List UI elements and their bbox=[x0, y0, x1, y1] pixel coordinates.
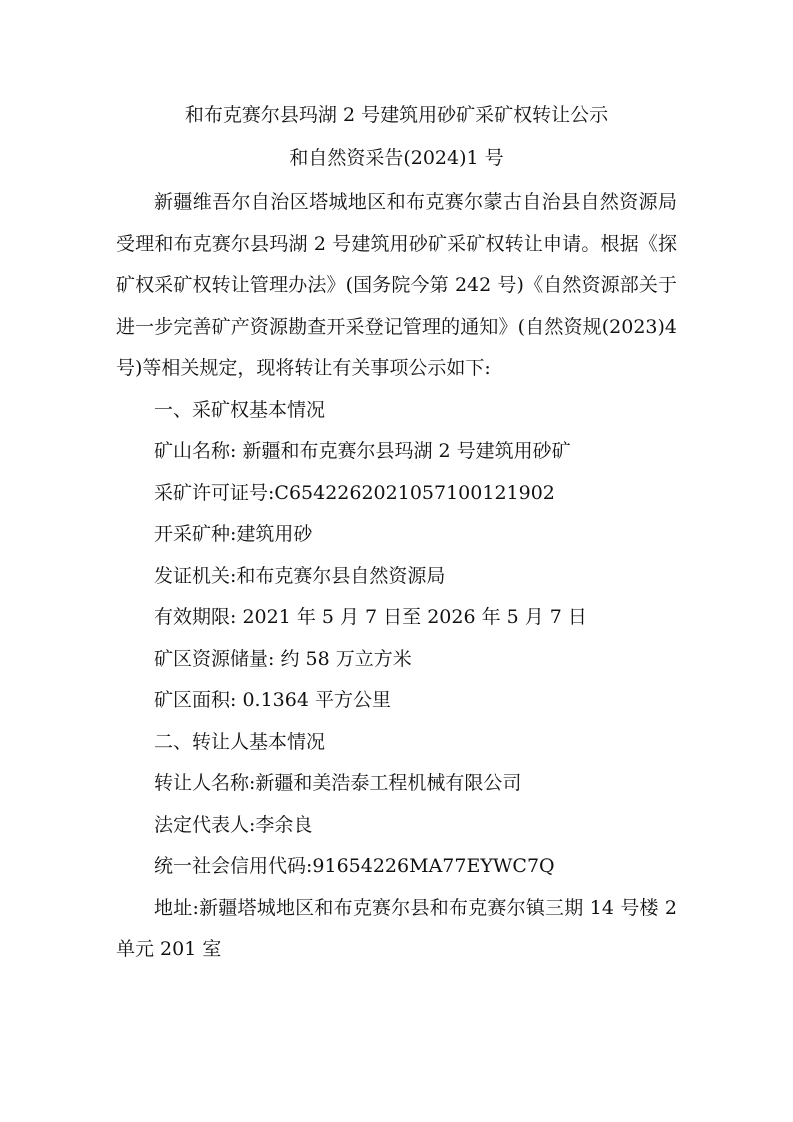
mine-area: 矿区面积: 0.1364 平方公里 bbox=[154, 689, 391, 711]
validity-period: 有效期限: 2021 年 5 月 7 日至 2026 年 5 月 7 日 bbox=[154, 606, 587, 628]
issuing-authority: 发证机关:和布克赛尔县自然资源局 bbox=[154, 564, 446, 587]
transferor-name: 转让人名称:新疆和美浩泰工程机械有限公司 bbox=[154, 772, 522, 794]
resource-reserves: 矿区资源储量: 约 58 万立方米 bbox=[154, 647, 412, 670]
mine-name: 矿山名称: 新疆和布克赛尔县玛湖 2 号建筑用砂矿 bbox=[154, 440, 571, 462]
mineral-type: 开采矿种:建筑用砂 bbox=[154, 523, 313, 545]
legal-representative: 法定代表人:李余良 bbox=[154, 813, 313, 836]
intro-paragraph: 新疆维吾尔自治区塔城地区和布克赛尔蒙古自治县自然资源局受理和布克赛尔县玛湖 2 号建筑用砂矿采矿权转让申请。根据《探矿权采矿权转让管理办法》(国务院今第 242 号)《自然资源部关于进一步完善矿产资源勘查开采登记管理的通知》(自然资规(2023)4 号)等相关规定，现将转让有关事项公示如下: bbox=[116, 191, 677, 379]
section2-heading: 二、转让人基本情况 bbox=[154, 730, 326, 753]
license-number: 采矿许可证号:C6542262021057100121902 bbox=[154, 481, 555, 504]
document-number: 和自然资采告(2024)1 号 bbox=[289, 147, 504, 169]
credit-code: 统一社会信用代码:91654226MA77EYWC7Q bbox=[154, 855, 555, 877]
section1-heading: 一、采矿权基本情况 bbox=[154, 398, 326, 421]
address: 地址:新疆塔城地区和布克赛尔县和布克赛尔镇三期 14 号楼 2 单元 201 室 bbox=[116, 896, 677, 960]
document-title: 和布克赛尔县玛湖 2 号建筑用砂矿采矿权转让公示 bbox=[184, 104, 609, 126]
